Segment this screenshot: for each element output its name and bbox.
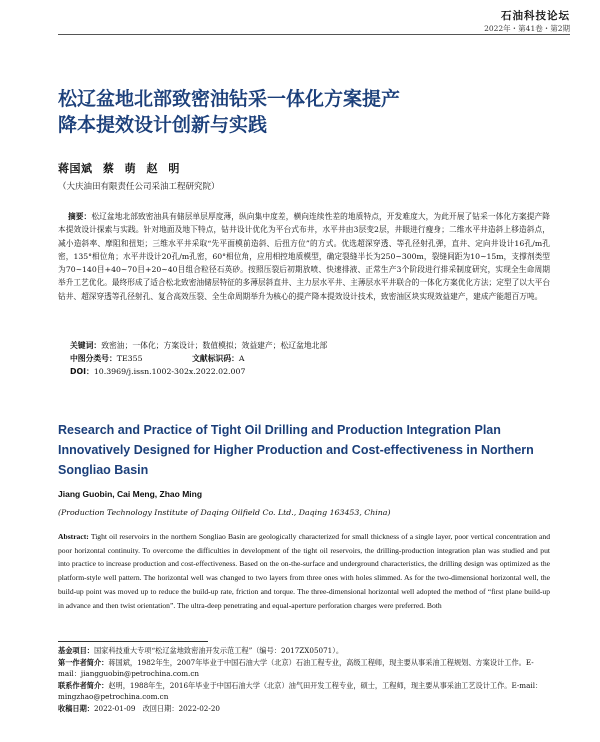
doi-row <box>70 365 245 378</box>
doi-value: 10.3969/j.issn.1002-302x.2022.02.007 <box>93 367 246 376</box>
english-abstract-label: Abstract: <box>58 532 89 541</box>
english-title <box>58 420 558 480</box>
english-title-line-2: Innovatively Designed for Higher Production and Cost-effectiveness in Northern <box>58 443 534 457</box>
doc-code: A <box>238 354 245 363</box>
english-title-line-3: Songliao Basin <box>58 463 149 477</box>
english-authors: Jiang Guobin, Cai Meng, Zhao Ming <box>58 489 203 499</box>
footnote-rule <box>58 641 208 642</box>
english-abstract <box>58 530 550 612</box>
footnote-text: 2022-01-09 改回日期：2022-02-20 <box>93 703 220 713</box>
chinese-abstract-text: 松辽盆地北部致密油具有储层单层厚度薄，纵向集中度差，横向连续性差的地质特点，开发难度大，为此开展了钻采一体化方案提产降本提效设计探索与实践。针对地面及地下特点，钻井设计优化为平台式布井，水平井由3层变2层，井眼进行瘦身；二维水平井造斜上移造斜点，减小造斜率、摩阻和扭矩；三维水平井采取“先平面模前造斜、后扭方位”的方式。优选超深穿透、等孔径射孔弹，直井、定向井设计16孔/m孔密，135°相位角；水平井设计20孔/m孔密，60°相位角，应用相控地质模型，确定裂缝半长为250~300m，裂缝间距为10~15m，支撑剂类型为70~140目+40~70目+20~40目组合粒径石英砂。按照压裂后初期放喷、快速排液、正常生产3个阶段进行排采制度研究，实现全生命周期举升工艺优化。最终形成了适合松北致密油储层特征的多薄层斜直井、主力层水平井、主薄层水平井联合的一体化方案优化方法；定型了以大平台钻井、超深穿透等孔径射孔、复合高效压裂、全生命周期举升为核心的提产降本提效设计技术，致密油区块实现效益建产，建成产能超百万吨。 <box>58 212 551 301</box>
chinese-keywords <box>70 339 550 352</box>
footnote-label: 基金项目： <box>58 646 94 655</box>
doi-label: DOI： <box>70 367 94 376</box>
footnote-text: 赵明，1988年生，2016年毕业于中国石油大学（北京）油气田开发工程专业，硕士，工程师，现主要从事采油工艺设计工作。E-mail：mingzhao@petrochina.com.cn <box>58 680 543 702</box>
doc-code-label: 文献标识码： <box>192 354 239 363</box>
classification-code: TE355 <box>116 354 143 363</box>
keywords-label: 关键词： <box>70 341 102 350</box>
english-abstract-text: Tight oil reservoirs in the northern Songliao Basin are geologically characterized for small thickness of a single layer, poor vertical concentration and poor horizontal continuity. To overcome the difficulties in development of the tight oil reservoirs, the drilling-production integration plan was studied and put into practice to increase production and cost-effectiveness. Based on the on-the-surface and underground characteristics, the drilling design was optimized as the platform-style well pattern. The horizontal well was changed to two layers from three ones with holes slimmed. As for the two-dimensional horizontal well, the build-up point was moved up to reduce the build-up rate, friction and torque. The three-dimensional horizontal well adopted the method of “first plane build-up in advance and then twist orientation”. The ultra-deep penetrating and equal-aperture perforation charges were preferred. Both <box>58 532 550 610</box>
chinese-affiliation: （大庆油田有限责任公司采油工程研究院） <box>58 182 220 192</box>
chinese-authors: 蒋国斌 蔡 萌 赵 明 <box>58 162 180 175</box>
footnote-label: 第一作者简介： <box>58 657 109 667</box>
classification-row <box>70 352 245 365</box>
issue-info: 2022年・第41卷・第2期 <box>484 24 570 33</box>
chinese-abstract <box>58 210 550 303</box>
footnote-funding <box>58 645 550 657</box>
chinese-title <box>58 86 538 138</box>
footnote-corresponding-author <box>58 680 550 703</box>
header-rule <box>58 34 570 35</box>
journal-name: 石油科技论坛 <box>501 10 570 22</box>
footnote-label: 联系作者简介： <box>58 680 109 690</box>
english-title-line-1: Research and Practice of Tight Oil Drilling and Production Integration Plan <box>58 423 501 437</box>
chinese-abstract-label: 摘要： <box>68 212 92 221</box>
footnote-label: 收稿日期： <box>58 703 94 713</box>
chinese-title-line-2: 降本提效设计创新与实践 <box>58 114 268 136</box>
chinese-title-line-1: 松辽盆地北部致密油钻采一体化方案提产 <box>58 88 401 110</box>
footnote-first-author <box>58 657 550 680</box>
classification-label: 中图分类号： <box>70 354 117 363</box>
footnote-text: 国家科技重大专项“松辽盆地致密油开发示范工程”（编号：2017ZX05071）。 <box>93 646 344 655</box>
footnote-text: 蒋国斌，1982年生，2007年毕业于中国石油大学（北京）石油工程专业，高级工程师，现主要从事采油工程规划、方案设计工作。E-mail：jiangguobin@petrochina.com.cn <box>58 657 534 679</box>
english-affiliation: (Production Technology Institute of Daqing Oilfield Co. Ltd., Daqing 163453, China) <box>58 508 391 517</box>
footnotes <box>58 645 550 715</box>
footnote-dates <box>58 703 550 715</box>
keywords-text: 致密油；一体化；方案设计；数值模拟；效益建产；松辽盆地北部 <box>101 341 328 350</box>
